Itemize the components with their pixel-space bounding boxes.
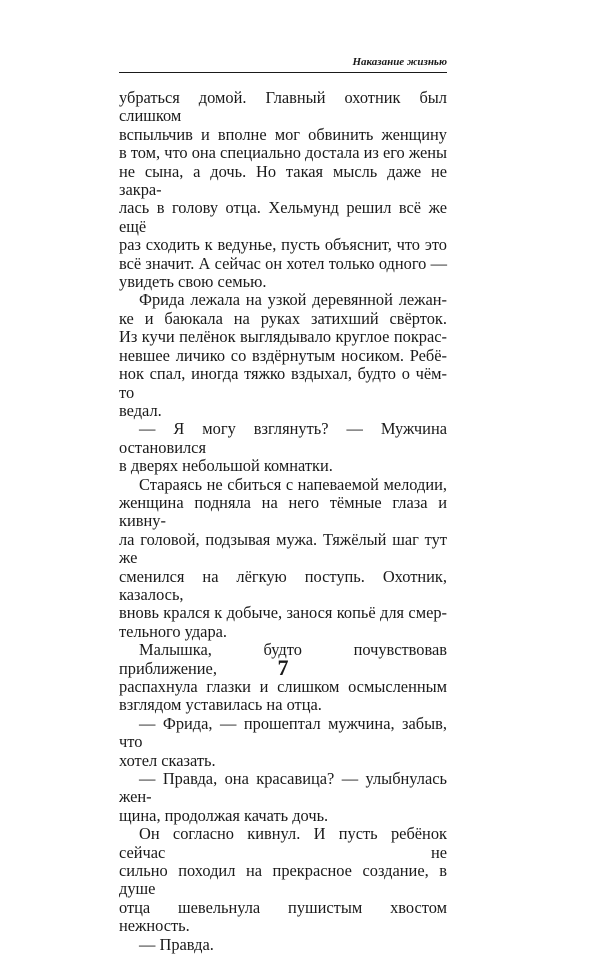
text-line: Малышка, будто почувствовав приближение, xyxy=(119,640,447,678)
text-line: Фрида лежала на узкой деревянной лежан- xyxy=(139,290,447,310)
text-line: раз сходить к ведунье, пусть объяснит, что это xyxy=(119,235,447,255)
paragraph xyxy=(119,715,447,770)
text-line: вспыльчив и вполне мог обвинить женщину xyxy=(119,124,447,144)
text-line: взглядом уставилась на отца. xyxy=(119,695,322,715)
text-line: увидеть свою семью. xyxy=(119,272,267,292)
paragraph xyxy=(119,291,447,420)
paragraph xyxy=(119,825,447,935)
text-line: хотел сказать. xyxy=(119,750,216,770)
body-text xyxy=(119,89,447,954)
text-line: — Фрида, — прошептал мужчина, забыв, что xyxy=(119,713,447,752)
text-line: вновь крался к добыче, занося копьё для смер- xyxy=(119,603,447,623)
text-line: в дверях небольшой комнатки. xyxy=(119,456,333,476)
text-line: отца шевельнула пушистым хвостом нежность. xyxy=(119,897,447,936)
text-line: нок спал, иногда тяжко вздыхал, будто о чём-то xyxy=(119,364,447,402)
text-line: — Я могу взглянуть? — Мужчина остановился xyxy=(119,419,447,457)
text-line: ке и баюкала на руках затихший свёрток. xyxy=(119,308,447,328)
text-line: Он согласно кивнул. И пусть ребёнок сейчас не xyxy=(119,824,447,862)
text-line: Стараясь не сбиться с напеваемой мелодии, xyxy=(139,474,447,494)
text-line: всё значит. А сейчас он хотел только одного — xyxy=(119,253,447,273)
running-head: Наказание жизнью xyxy=(352,56,447,68)
text-line: ла головой, подзывая мужа. Тяжёлый шаг тут же xyxy=(119,529,447,568)
text-line: распахнула глазки и слишком осмысленным xyxy=(119,677,447,696)
header-rule xyxy=(119,72,447,73)
text-line: убраться домой. Главный охотник был слишком xyxy=(119,88,447,126)
paragraph xyxy=(119,770,447,825)
text-line: Из кучи пелёнок выглядывало круглое покрас- xyxy=(119,327,447,347)
text-line: ведал. xyxy=(119,400,162,420)
page-number: 7 xyxy=(277,655,289,680)
text-line: лась в голову отца. Хельмунд решил всё же ещё xyxy=(119,198,447,236)
paragraph xyxy=(119,89,447,291)
text-line: щина, продолжая качать дочь. xyxy=(119,805,329,825)
paragraph xyxy=(119,936,447,954)
text-line: не сына, а дочь. Но такая мысль даже не закра- xyxy=(119,161,447,200)
text-line: — Правда, она красавица? — улыбнулась жен- xyxy=(119,769,447,807)
text-line: тельного удара. xyxy=(119,621,228,641)
paragraph xyxy=(119,420,447,475)
text-line: сильно походил на прекрасное создание, в душе xyxy=(119,861,447,899)
text-line: женщина подняла на него тёмные глаза и кивну- xyxy=(119,492,447,531)
text-line: — Правда. xyxy=(139,934,214,954)
paragraph xyxy=(119,476,447,642)
text-line: невшее личико со вздёрнутым носиком. Ребё- xyxy=(119,345,447,365)
text-line: сменился на лёгкую поступь. Охотник, казалось, xyxy=(119,566,447,604)
text-line: в том, что она специально достала из его жены xyxy=(119,143,448,163)
